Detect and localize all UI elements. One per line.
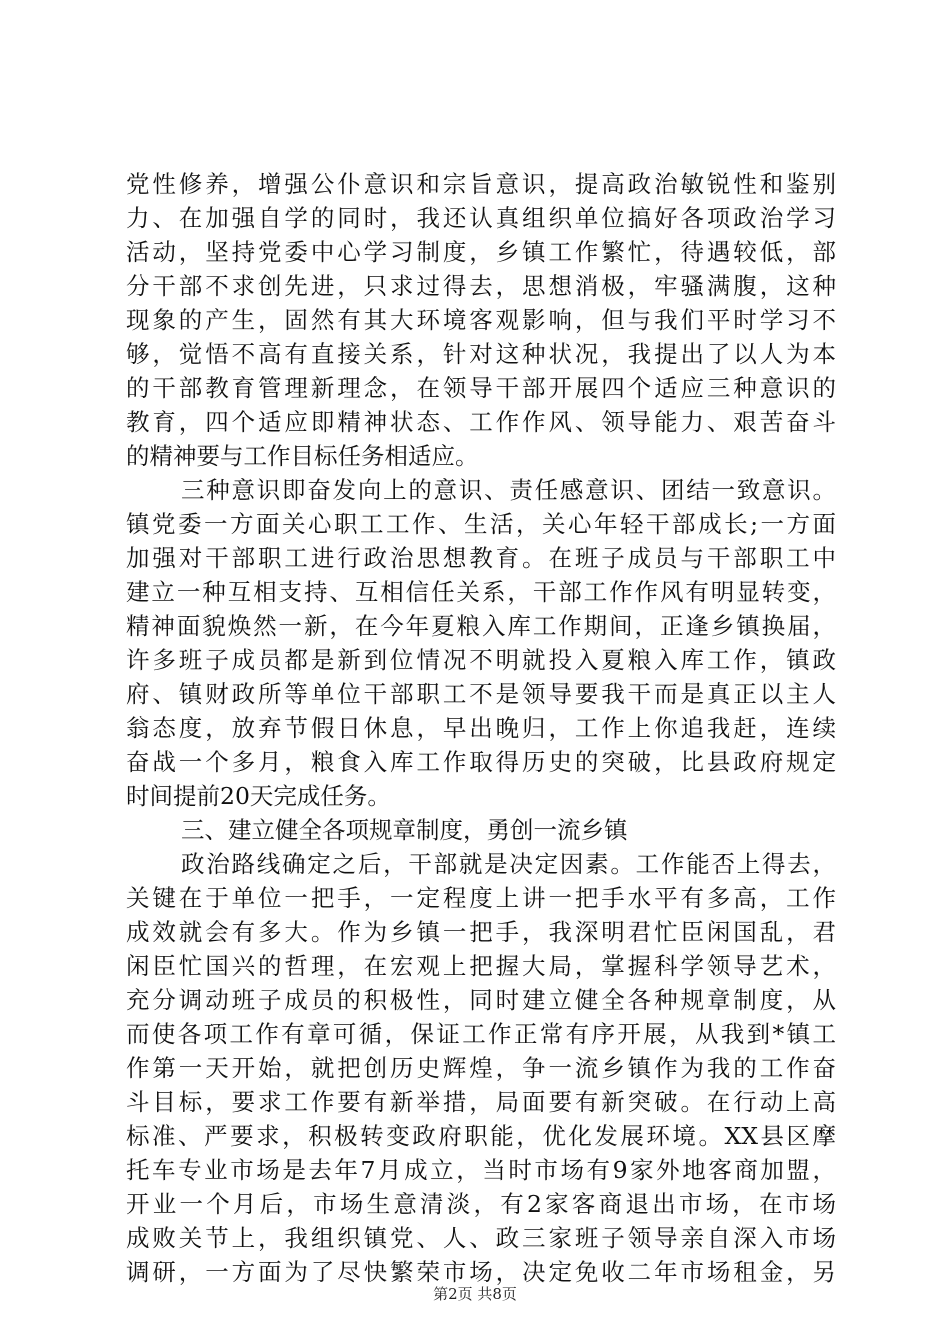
- page-footer: 第2页 共8页: [433, 1285, 517, 1303]
- text-line: 三种意识即奋发向上的意识、责任感意识、团结一致意识。: [181, 476, 836, 504]
- text-line: 党性修养，增强公仆意识和宗旨意识，提高政治敏锐性和鉴别: [126, 170, 836, 198]
- text-line: 建立一种互相支持、互相信任关系，干部工作作风有明显转变，: [126, 578, 836, 606]
- text-line: 府、镇财政所等单位干部职工不是领导要我干而是真正以主人: [126, 680, 836, 708]
- text-line: 翁态度，放弃节假日休息，早出晚归，工作上你追我赶，连续: [126, 714, 836, 742]
- text-line: 精神面貌焕然一新，在今年夏粮入库工作期间，正逢乡镇换届，: [126, 612, 836, 640]
- text-line: 奋战一个多月，粮食入库工作取得历史的突破，比县政府规定: [126, 748, 836, 776]
- text-line: 开业一个月后，市场生意清淡，有2家客商退出市场，在市场: [126, 1190, 836, 1218]
- text-line: 活动，坚持党委中心学习制度，乡镇工作繁忙，待遇较低，部: [126, 238, 836, 266]
- text-line: 调研，一方面为了尽快繁荣市场，决定免收二年市场租金，另: [126, 1258, 836, 1286]
- text-line: 分干部不求创先进，只求过得去，思想消极，牢骚满腹，这种: [126, 272, 836, 300]
- text-line: 成败关节上，我组织镇党、人、政三家班子领导亲自深入市场: [126, 1224, 836, 1252]
- text-line: 许多班子成员都是新到位情况不明就投入夏粮入库工作，镇政: [126, 646, 836, 674]
- document-body: [126, 167, 836, 1289]
- text-line: 三、建立健全各项规章制度，勇创一流乡镇: [181, 816, 628, 844]
- text-line: 教育，四个适应即精神状态、工作作风、领导能力、艰苦奋斗: [126, 408, 836, 436]
- text-line: 标准、严要求，积极转变政府职能，优化发展环境。XX县区摩: [126, 1122, 836, 1150]
- text-line: 的精神要与工作目标任务相适应。: [126, 442, 479, 470]
- text-line: 时间提前20天完成任务。: [126, 782, 391, 810]
- text-line: 斗目标，要求工作要有新举措，局面要有新突破。在行动上高: [126, 1088, 836, 1116]
- text-line: 充分调动班子成员的积极性，同时建立健全各种规章制度，从: [126, 986, 836, 1014]
- text-line: 作第一天开始，就把创历史辉煌，争一流乡镇作为我的工作奋: [126, 1054, 836, 1082]
- text-line: 而使各项工作有章可循，保证工作正常有序开展，从我到*镇工: [126, 1020, 836, 1048]
- text-line: 托车专业市场是去年7月成立，当时市场有9家外地客商加盟，: [126, 1156, 836, 1184]
- text-line: 闲臣忙国兴的哲理，在宏观上把握大局，掌握科学领导艺术，: [126, 952, 836, 980]
- text-line: 关键在于单位一把手，一定程度上讲一把手水平有多高，工作: [126, 884, 836, 912]
- text-line: 现象的产生，固然有其大环境客观影响，但与我们平时学习不: [126, 306, 836, 334]
- text-line: 力、在加强自学的同时，我还认真组织单位搞好各项政治学习: [126, 204, 836, 232]
- text-line: 加强对干部职工进行政治思想教育。在班子成员与干部职工中: [126, 544, 836, 572]
- text-line: 政治路线确定之后，干部就是决定因素。工作能否上得去，: [181, 850, 836, 878]
- text-line: 够，觉悟不高有直接关系，针对这种状况，我提出了以人为本: [126, 340, 836, 368]
- text-line: 的干部教育管理新理念，在领导干部开展四个适应三种意识的: [126, 374, 836, 402]
- text-line: 成效就会有多大。作为乡镇一把手，我深明君忙臣闲国乱，君: [126, 918, 836, 946]
- text-line: 镇党委一方面关心职工工作、生活，关心年轻干部成长;一方面: [126, 510, 836, 538]
